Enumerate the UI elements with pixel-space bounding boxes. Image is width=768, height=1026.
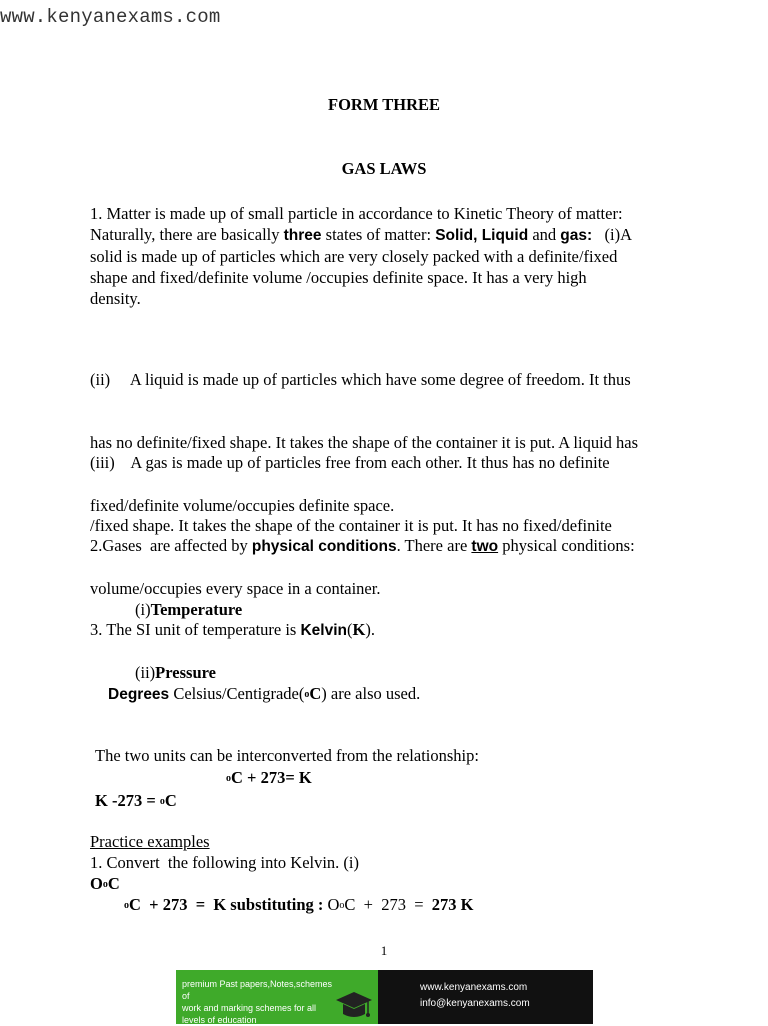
footer-banner	[176, 970, 593, 1024]
degree-superscript: o	[304, 689, 310, 700]
formula-kelvin-to-celsius	[95, 790, 177, 811]
p3-line-3: volume/occupies every space in a container.	[90, 579, 381, 598]
text: ) are also used.	[321, 684, 421, 703]
bold-c: C	[309, 684, 322, 703]
bold-degrees: Degrees	[108, 686, 170, 703]
text: (	[347, 620, 353, 639]
text: states of matter:	[321, 225, 436, 244]
banner-line: levels of education	[182, 1015, 257, 1025]
bold-temperature: Temperature	[150, 600, 243, 619]
p1-line-3: solid is made up of particles which are very closely packed with a definite/fixed	[90, 247, 618, 266]
bold-solid-liquid: Solid, Liquid	[435, 227, 529, 244]
p1-line-5: density.	[90, 289, 141, 308]
text: . There are	[396, 536, 472, 555]
text: K -273 =	[95, 791, 160, 810]
p5-line-1	[90, 619, 710, 641]
bold-physical-conditions: physical conditions	[251, 538, 397, 555]
text: 2.Gases are affected by	[90, 536, 252, 555]
degree-superscript: o	[124, 900, 129, 911]
banner-email-link[interactable]: info@kenyanexams.com	[420, 998, 530, 1009]
text: C + 273= K	[231, 768, 312, 787]
text: physical conditions:	[498, 536, 635, 555]
bold-three: three	[283, 227, 322, 244]
p2-line-1: (ii) A liquid is made up of particles which have some degree of freedom. It thus	[90, 370, 631, 389]
text: C	[164, 791, 177, 810]
bold-result: 273 K	[431, 895, 474, 914]
text: C + 273 =	[344, 895, 432, 914]
banner-promo-text	[182, 978, 342, 1026]
paragraph-1	[90, 203, 690, 309]
bold-pressure: Pressure	[155, 663, 216, 682]
bold-text: C + 273 = K substituting :	[129, 895, 324, 914]
bold-gas: gas:	[560, 227, 593, 244]
text: Celsius/Centigrade(	[169, 684, 305, 703]
degree-superscript: o	[102, 879, 108, 890]
banner-line: premium Past papers,Notes,schemes of	[182, 979, 333, 1001]
text: C	[107, 874, 120, 893]
banner-line: work and marking schemes for all	[182, 1003, 317, 1013]
text: and	[528, 225, 561, 244]
graduation-cap-icon	[334, 986, 374, 1024]
practice-heading: Practice examples	[90, 832, 210, 851]
text: O	[323, 895, 340, 914]
text: (i)A	[592, 225, 633, 244]
p5-line-2	[90, 683, 710, 705]
banner-website-link[interactable]: www.kenyanexams.com	[420, 982, 528, 993]
p4-line-1	[90, 535, 710, 557]
degree-superscript: o	[339, 900, 345, 911]
text: (i)	[135, 600, 151, 619]
bold-underline-two: two	[471, 538, 499, 555]
practice-solution	[124, 894, 474, 915]
banner-contact-panel	[378, 970, 593, 1024]
p1-line-4: shape and fixed/definite volume /occupies definite space. It has a very high	[90, 268, 587, 287]
practice-value-zero-celsius	[90, 873, 120, 894]
formula-celsius-to-kelvin	[226, 767, 312, 788]
p2-line-3: fixed/definite volume/occupies definite space.	[90, 496, 395, 515]
page-subtitle: GAS LAWS	[341, 159, 427, 178]
text: ).	[365, 620, 375, 639]
bold-kelvin: Kelvin	[300, 622, 347, 639]
text: (ii)	[135, 663, 156, 682]
page-number: 1	[380, 943, 388, 958]
degree-superscript: o	[159, 796, 165, 807]
degree-superscript: o	[226, 773, 231, 784]
p3-line-2: /fixed shape. It takes the shape of the container it is put. It has no fixed/definite	[90, 516, 612, 535]
p1-line-2	[90, 224, 690, 246]
banner-promo-panel	[176, 970, 378, 1024]
p1-line-1: 1. Matter is made up of small particle in accordance to Kinetic Theory of matter:	[90, 204, 623, 223]
bold-k: K	[352, 620, 366, 639]
page-title: FORM THREE	[328, 95, 440, 114]
text: 3. The SI unit of temperature is	[90, 620, 301, 639]
p2-line-2: has no definite/fixed shape. It takes the shape of the container it is put. A liquid has	[90, 433, 639, 452]
watermark-url: www.kenyanexams.com	[0, 6, 221, 28]
relationship-intro: The two units can be interconverted from the relationship:	[95, 746, 479, 765]
paragraph-5	[90, 577, 710, 726]
p3-line-1: (iii) A gas is made up of particles free from each other. It thus has no definite	[90, 453, 610, 472]
text: Naturally, there are basically	[90, 225, 284, 244]
practice-question-1: 1. Convert the following into Kelvin. (i)	[90, 853, 360, 872]
text: O	[90, 874, 103, 893]
